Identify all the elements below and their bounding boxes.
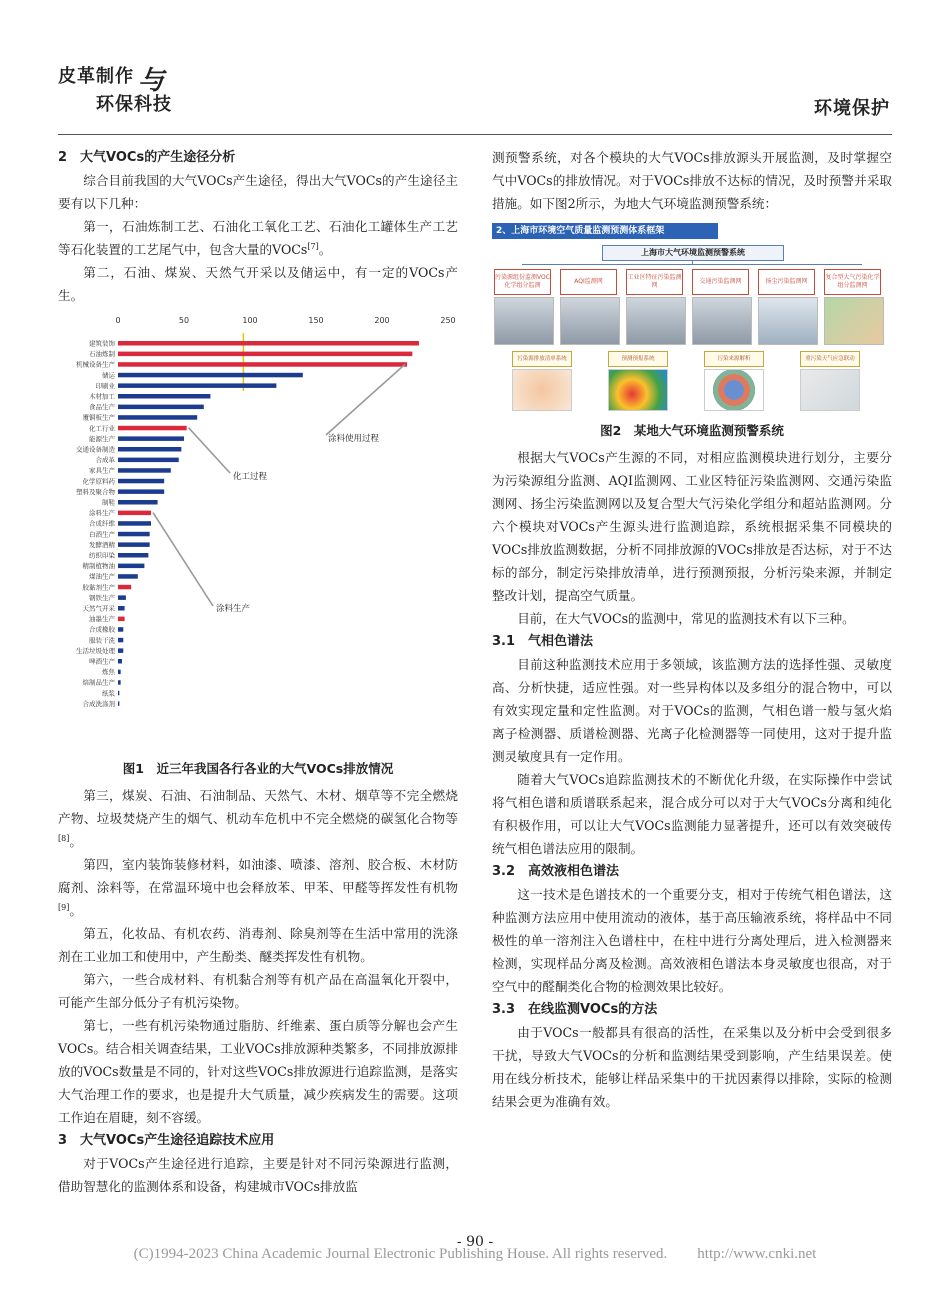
paragraph: 对于VOCs产生途径进行追踪，主要是针对不同污染源进行监测，借助智慧化的监测体系和设备，构建城市VOCs排放监	[58, 1156, 458, 1194]
annotation-leader	[189, 428, 230, 473]
paragraph: 第六，一些合成材料、有机黏合剂等有机产品在高温氧化开裂中，可能产生部分低分子有机污染物。	[58, 972, 458, 1010]
category-label: 木材加工	[89, 392, 115, 401]
module-box: 复合型大气污染化学组分监测网	[824, 269, 881, 295]
bar	[118, 415, 197, 420]
annotation-label: 化工过程	[233, 472, 268, 482]
bar	[118, 691, 119, 696]
category-label: 制鞋	[102, 498, 115, 507]
x-tick-label: 100	[242, 316, 258, 325]
page-number: - 90 -	[456, 1234, 494, 1250]
subsystem-box: 重污染天气应急联动	[800, 351, 860, 367]
connector-line	[522, 264, 862, 265]
monitoring-station-photo	[494, 297, 554, 345]
category-label: 储运	[102, 371, 115, 380]
paragraph: 目前这种监测技术应用于多领域，该监测方法的选择性强、灵敏度高、分析快捷，适应性强。对一些异构体以及多组分的混合物中，可以有效实现定量和定性监测。对于VOCs的监测，气相色谱一般与氢火焰离子检测器、质谱检测器、光离子化检测器等一同使用，这对于提升监测灵敏度具有一定作用。	[492, 657, 892, 764]
journal-logo	[58, 62, 172, 116]
subsystem-box: 预测预报系统	[608, 351, 668, 367]
category-label: 纸浆	[102, 689, 115, 698]
subsection-heading-3-3: 3.3 在线监测VOCs的方法	[492, 1002, 658, 1017]
category-label: 炼焦	[102, 668, 115, 677]
journal-name-line2: 环保科技	[96, 94, 172, 115]
right-column	[492, 146, 892, 1113]
bar	[118, 394, 210, 399]
bar	[118, 500, 158, 505]
figure-2-title: 2、上海市环境空气质量监测预测体系框架	[492, 223, 718, 239]
paragraph-text: 第四，室内装饰装修材料，如油漆、喷漆、溶剂、胶合板、木材防腐剂、涂料等，在常温环境中也会释放苯、甲苯、甲醛等挥发性有机物	[58, 857, 458, 895]
category-label: 合成纤维	[89, 519, 115, 528]
paragraph	[58, 853, 458, 922]
bar	[118, 436, 184, 441]
category-label: 白酒生产	[89, 530, 115, 539]
module-box: 扬尘污染监测网	[758, 269, 815, 295]
monitoring-station-photo	[758, 297, 818, 345]
copyright-notice: (C)1994-2023 China Academic Journal Electronic Publishing House. All rights reserved. http://www.cnki.net	[133, 1246, 817, 1262]
category-label: 油墨生产	[89, 615, 115, 624]
left-column	[58, 146, 458, 1198]
paragraph: 由于VOCs一般都具有很高的活性，在采集以及分析中会受到很多干扰，导致大气VOCs的分析和监测结果受到影响，产生结果误差。使用在线分析技术，能够让样品采集中的干扰因素得以排除，实际的检测结果会更为准确有效。	[492, 1025, 892, 1109]
subsystem-box: 污染来源解析	[704, 351, 764, 367]
category-label: 合成橡胶	[89, 625, 115, 634]
paragraph-end: 。	[69, 834, 82, 849]
subsection-heading-3-2: 3.2 高效液相色谱法	[492, 864, 620, 879]
paragraph: 第七，一些有机污染物通过脂肪、纤维素、蛋白质等分解也会产生VOCs。结合相关调查结果，工业VOCs排放源种类繁多，不同排放源排放的VOCs数量是不同的，针对这些VOCs排放源进行追踪监测，是落实大气治理工作的要求，也是提升大气质量，减少疾病发生的需要。这项工作迫在眉睫，刻不容缓。	[58, 1018, 458, 1125]
figure-1-caption: 图1 近三年我国各行各业的大气VOCs排放情况	[122, 761, 394, 776]
bar	[118, 341, 419, 346]
bar	[118, 553, 148, 558]
category-label: 合成洗涤剂	[82, 699, 115, 708]
x-tick-label: 50	[178, 316, 190, 325]
bar	[118, 373, 303, 378]
paragraph-text: 第一，石油炼制工艺、石油化工氧化工艺、石油化工罐体生产工艺等石化装置的工艺尾气中，包含大量的VOCs	[58, 219, 458, 257]
monitoring-station-photo	[626, 297, 686, 345]
header-divider	[58, 134, 892, 135]
x-tick-label: 250	[440, 316, 456, 325]
subsection-heading-3-1: 3.1 气相色谱法	[492, 634, 594, 649]
category-label: 印刷业	[95, 381, 115, 390]
paragraph: 根据大气VOCs产生源的不同，对相应监测模块进行划分，主要分为污染源组分监测、AQI监测网、工业区特征污染监测网、交通污染监测网、扬尘污染监测网以及复合型大气污染化学组分和超站监测网。分六个模块对VOCs产生源头进行监测追踪，系统根据采集不同模块的VOCs排放监测数据，分析不同排放源的VOCs排放是否达标，对于不达标的部分，制定污染排放清单，进行预测预报，分析污染来源，并制定整改计划，提高空气质量。	[492, 450, 892, 603]
citation: [8]	[58, 833, 70, 843]
category-label: 天然气开采	[82, 604, 115, 613]
map-image	[824, 297, 884, 345]
bar	[118, 659, 122, 664]
bar	[118, 521, 151, 526]
bar	[118, 352, 412, 357]
paragraph-end: 。	[69, 903, 82, 918]
category-label: 石油炼制	[89, 350, 115, 359]
category-label: 能源生产	[89, 434, 115, 443]
category-label: 涂料生产	[89, 509, 115, 518]
category-label: 胶黏剂生产	[82, 583, 115, 592]
category-label: 家具生产	[89, 466, 115, 475]
category-label: 合成革	[95, 456, 115, 465]
journal-logo-mark: 与	[138, 66, 165, 96]
paragraph	[58, 215, 458, 261]
bar	[118, 479, 164, 484]
x-tick-label: 200	[374, 316, 390, 325]
forecast-heatmap-image	[608, 369, 668, 411]
paragraph-text: 第三，煤炭、石油、石油制品、天然气、木材、烟草等不完全燃烧产物、垃圾焚烧产生的烟气、机动车危机中不完全燃烧的碳氢化合物等	[58, 788, 458, 826]
category-label: 焙制品生产	[82, 678, 115, 687]
system-box: 上海市大气环境监测预警系统	[602, 245, 784, 261]
bar	[118, 426, 187, 431]
paragraph: 第二，石油、煤炭、天然气开采以及储运中，有一定的VOCs产生。	[58, 265, 458, 303]
emergency-map-image	[800, 369, 860, 411]
category-label: 交通设备制造	[76, 445, 115, 454]
paragraph-end: 。	[318, 242, 332, 257]
category-label: 煤油生产	[89, 572, 115, 581]
citation: [7]	[307, 241, 319, 251]
bar	[118, 648, 123, 653]
category-label: 啤酒生产	[89, 657, 115, 666]
section-heading-2: 2 大气VOCs的产生途径分析	[58, 150, 236, 165]
figure-2-diagram	[492, 223, 892, 413]
paragraph: 这一技术是色谱技术的一个重要分支，相对于传统气相色谱法，这种监测方法应用中使用流动的液体，基于高压输液系统，将样品中不同极性的单一溶剂注入色谱柱中，在柱中进行分离处理后，进入检测器来检测，实现样品分离及检测。高效液相色谱法本身灵敏度也很高，对于空气中的醛酮类化合物的检测效果比较好。	[492, 887, 892, 994]
category-label: 覆铜板生产	[82, 413, 115, 422]
category-label: 化学原料药	[82, 477, 115, 486]
figure-1-chart	[58, 311, 458, 751]
category-label: 服装干洗	[89, 636, 115, 645]
figure-2-caption: 图2 某地大气环境监测预警系统	[600, 423, 784, 438]
bar	[118, 542, 150, 547]
category-label: 生活垃圾处理	[76, 646, 115, 655]
bar	[118, 383, 276, 388]
bar	[118, 489, 164, 494]
bar	[118, 447, 181, 452]
category-label: 精制植物油	[82, 562, 115, 571]
category-label: 建筑装饰	[89, 339, 115, 348]
bar	[118, 638, 123, 643]
paragraph	[58, 784, 458, 853]
category-label: 机械设备生产	[76, 360, 115, 369]
paragraph: 测预警系统，对各个模块的大气VOCs排放源头开展监测，及时掌握空气中VOCs的排放情况。对于VOCs排放不达标的情况，及时预警并采取措施。如下图2所示，为地大气环境监测预警系统：	[492, 150, 892, 211]
section-heading-3: 3 大气VOCs产生途径追踪技术应用	[58, 1133, 275, 1148]
bar	[118, 362, 407, 367]
journal-name-line1: 皮革制作	[58, 66, 134, 87]
bar	[118, 458, 179, 463]
annotation-label: 涂料使用过程	[328, 434, 380, 444]
module-box: AQI监测网	[560, 269, 617, 295]
subsystem-box: 污染源排放清单系统	[512, 351, 572, 367]
section-title: 环境保护	[814, 98, 890, 119]
annotation-leader	[153, 513, 213, 606]
category-label: 化工行业	[89, 424, 115, 433]
emission-map-image	[512, 369, 572, 411]
annotation-leader	[326, 364, 405, 435]
paragraph: 目前，在大气VOCs的监测中，常见的监测技术有以下三种。	[517, 611, 855, 626]
bar	[118, 595, 126, 600]
module-box: 交通污染监测网	[692, 269, 749, 295]
bar	[118, 405, 204, 410]
paragraph: 综合目前我国的大气VOCs产生途径，得出大气VOCs的产生途径主要有以下几种：	[58, 173, 458, 211]
x-tick-label: 150	[308, 316, 324, 325]
bar	[118, 574, 138, 579]
bar	[118, 701, 119, 706]
bar	[118, 532, 150, 537]
category-label: 钢铁生产	[89, 593, 115, 602]
module-box: 工业区特征污染监测网	[626, 269, 683, 295]
x-tick-label: 0	[115, 316, 121, 325]
bar	[118, 564, 144, 569]
source-pie-image	[704, 369, 764, 411]
category-label: 塑料及聚合物	[76, 487, 115, 496]
bar	[118, 617, 125, 622]
bar	[118, 511, 151, 515]
connector-line	[692, 260, 693, 264]
bar	[118, 670, 121, 675]
monitoring-station-photo	[560, 297, 620, 345]
module-box: 污染源组份监测VOC化学组分监测	[494, 269, 551, 295]
category-label: 食品生产	[89, 403, 115, 412]
citation: [9]	[58, 902, 70, 912]
bar	[118, 468, 171, 473]
category-label: 发酵酒精	[89, 540, 115, 549]
paragraph: 第五，化妆品、有机农药、消毒剂、除臭剂等在生活中常用的洗涤剂在工业加工和使用中，产生酚类、醚类挥发性有机物。	[58, 926, 458, 964]
paragraph: 随着大气VOCs追踪监测技术的不断优化升级，在实际操作中尝试将气相色谱和质谱联系起来，混合成分可以对于大气VOCs分离和纯化有积极作用，可以让大气VOCs监测能力显著提升，还可以有效突破传统气相色谱法应用的限制。	[492, 772, 892, 856]
bar	[118, 627, 123, 632]
bar-chart-svg	[58, 311, 458, 751]
monitoring-station-photo	[692, 297, 752, 345]
annotation-label: 涂料生产	[216, 604, 251, 614]
category-label: 纺织印染	[89, 551, 115, 560]
bar	[118, 680, 121, 685]
bar	[118, 585, 131, 590]
bar	[118, 606, 125, 611]
